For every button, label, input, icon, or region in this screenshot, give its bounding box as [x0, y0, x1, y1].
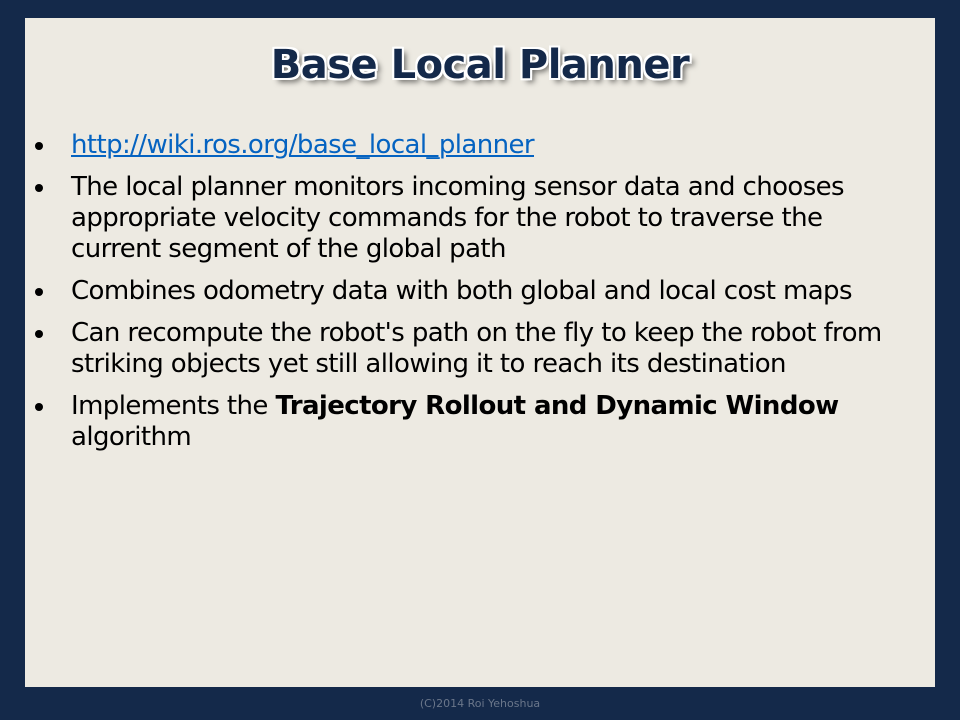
bullet-dot-icon — [35, 403, 43, 411]
bullet-dot-icon — [35, 288, 43, 296]
bullet-dot-icon — [35, 330, 43, 338]
bullet-list — [25, 130, 935, 464]
slide-content-area — [25, 18, 935, 687]
bullet-item-odometry — [25, 276, 935, 307]
bullet-text: The local planner monitors incoming sensor data and chooses appropriate velocity commands for the robot to traverse the current segment of the global path — [71, 172, 844, 264]
bullet-item-local-planner — [25, 172, 935, 265]
bullet-item-link — [25, 130, 935, 161]
bullet-text: Can recompute the robot's path on the fly to keep the robot from striking objects yet still allowing it to reach its destination — [71, 318, 882, 379]
bullet-dot-icon — [35, 184, 43, 192]
bullet-dot-icon — [35, 142, 43, 150]
wiki-link[interactable]: http://wiki.ros.org/base_local_planner — [71, 130, 534, 160]
bullet-text-suffix: algorithm — [71, 422, 192, 452]
bullet-text: Combines odometry data with both global and local cost maps — [71, 276, 852, 306]
bullet-item-algorithm — [25, 391, 935, 453]
bullet-item-recompute — [25, 318, 935, 380]
footer-copyright: (C)2014 Roi Yehoshua — [419, 697, 541, 710]
bullet-text-bold: Trajectory Rollout and Dynamic Window — [275, 391, 839, 421]
bullet-text-prefix: Implements the — [71, 391, 276, 421]
slide-title: Base Local Planner — [270, 42, 690, 88]
